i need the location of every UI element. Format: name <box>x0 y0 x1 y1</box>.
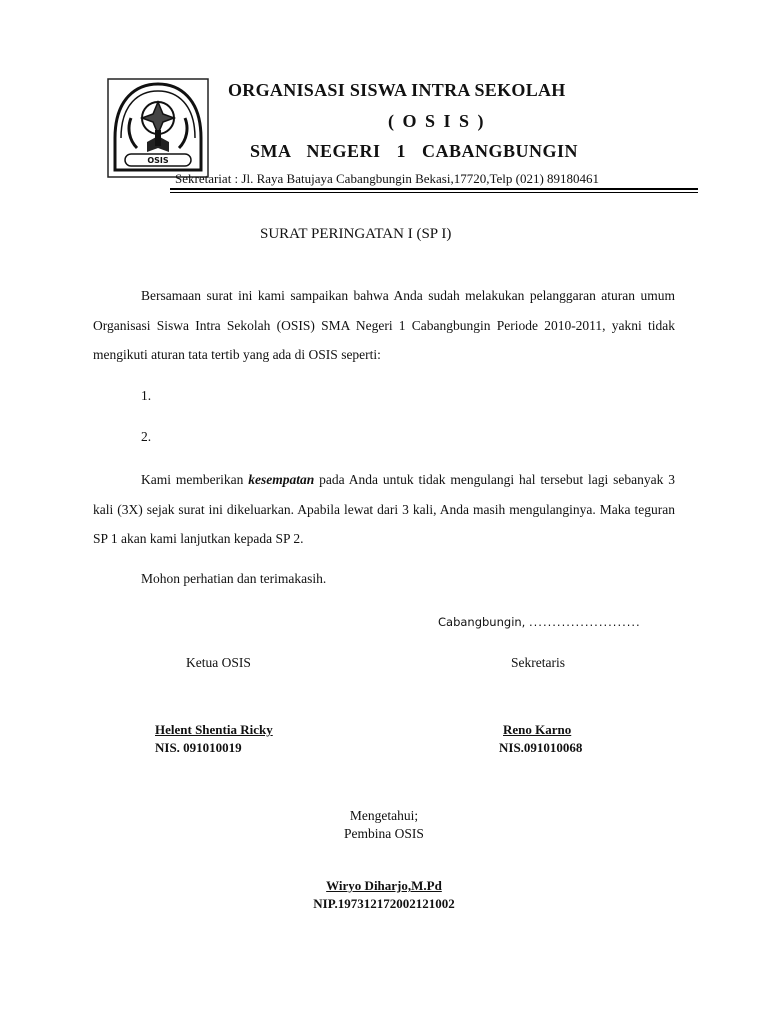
osis-logo <box>107 78 209 178</box>
chairman-name: Helent Shentia Ricky <box>155 722 273 737</box>
place-label: Cabangbungin, <box>438 615 526 629</box>
chairman-nis: NIS. 091010019 <box>155 740 242 755</box>
secretariat-address: Sekretariat : Jl. Raya Batujaya Cabangbungin Bekasi,17720,Telp (021) 89180461 <box>175 171 600 186</box>
paragraph-2-lead: Kami memberikan <box>141 472 249 487</box>
letter-title: SURAT PERINGATAN I (SP I) <box>260 226 452 242</box>
paragraph-2-text <box>93 465 675 554</box>
place-date <box>438 615 641 629</box>
date-dots: ........................ <box>528 615 641 629</box>
advisor-name <box>0 878 768 894</box>
body-paragraph-1 <box>93 281 675 370</box>
closing-line: Mohon perhatian dan terimakasih. <box>141 571 327 586</box>
chairman-role: Ketua OSIS <box>186 655 251 670</box>
logo-text: OSIS <box>147 156 169 165</box>
approval-label: Mengetahui; <box>349 808 419 823</box>
advisor-nip: NIP.197312172002121002 <box>313 896 455 911</box>
school-name: SMA NEGERI 1 CABANGBUNGIN <box>250 141 579 161</box>
organization-abbreviation: ( O S I S ) <box>388 111 486 131</box>
list-item-2: 2. <box>141 429 152 444</box>
letterhead-rule-thin <box>170 192 698 193</box>
advisor-name-text: Wiryo Diharjo,M.Pd <box>326 878 442 893</box>
secretary-name: Reno Karno <box>503 722 572 737</box>
organization-name: ORGANISASI SISWA INTRA SEKOLAH <box>228 80 566 100</box>
advisor-role: Pembina OSIS <box>344 826 424 841</box>
paragraph-2-rest: pada Anda untuk tidak mengulangi hal tersebut lagi sebanyak 3 kali (3X) sejak surat ini dikeluarkan. Apabila lewat dari 3 kali, Anda masih mengulanginya. Maka teguran SP 1 akan kami lanjutkan kepada SP 2. <box>93 472 676 546</box>
secretary-role: Sekretaris <box>511 655 565 670</box>
paragraph-1-text: Bersamaan surat ini kami sampaikan bahwa Anda sudah melakukan pelanggaran aturan umum Organisasi Siswa Intra Sekolah (OSIS) SMA Negeri 1 Cabangbungin Periode 2010-2011, yakni tidak mengikuti aturan tata tertib yang ada di OSIS seperti: <box>93 288 675 362</box>
letterhead-rule-thick <box>170 188 698 190</box>
list-item-1: 1. <box>141 388 152 403</box>
emphasis-word: kesempatan <box>248 472 315 487</box>
secretary-nis: NIS.091010068 <box>499 740 583 755</box>
body-paragraph-2 <box>93 465 675 554</box>
